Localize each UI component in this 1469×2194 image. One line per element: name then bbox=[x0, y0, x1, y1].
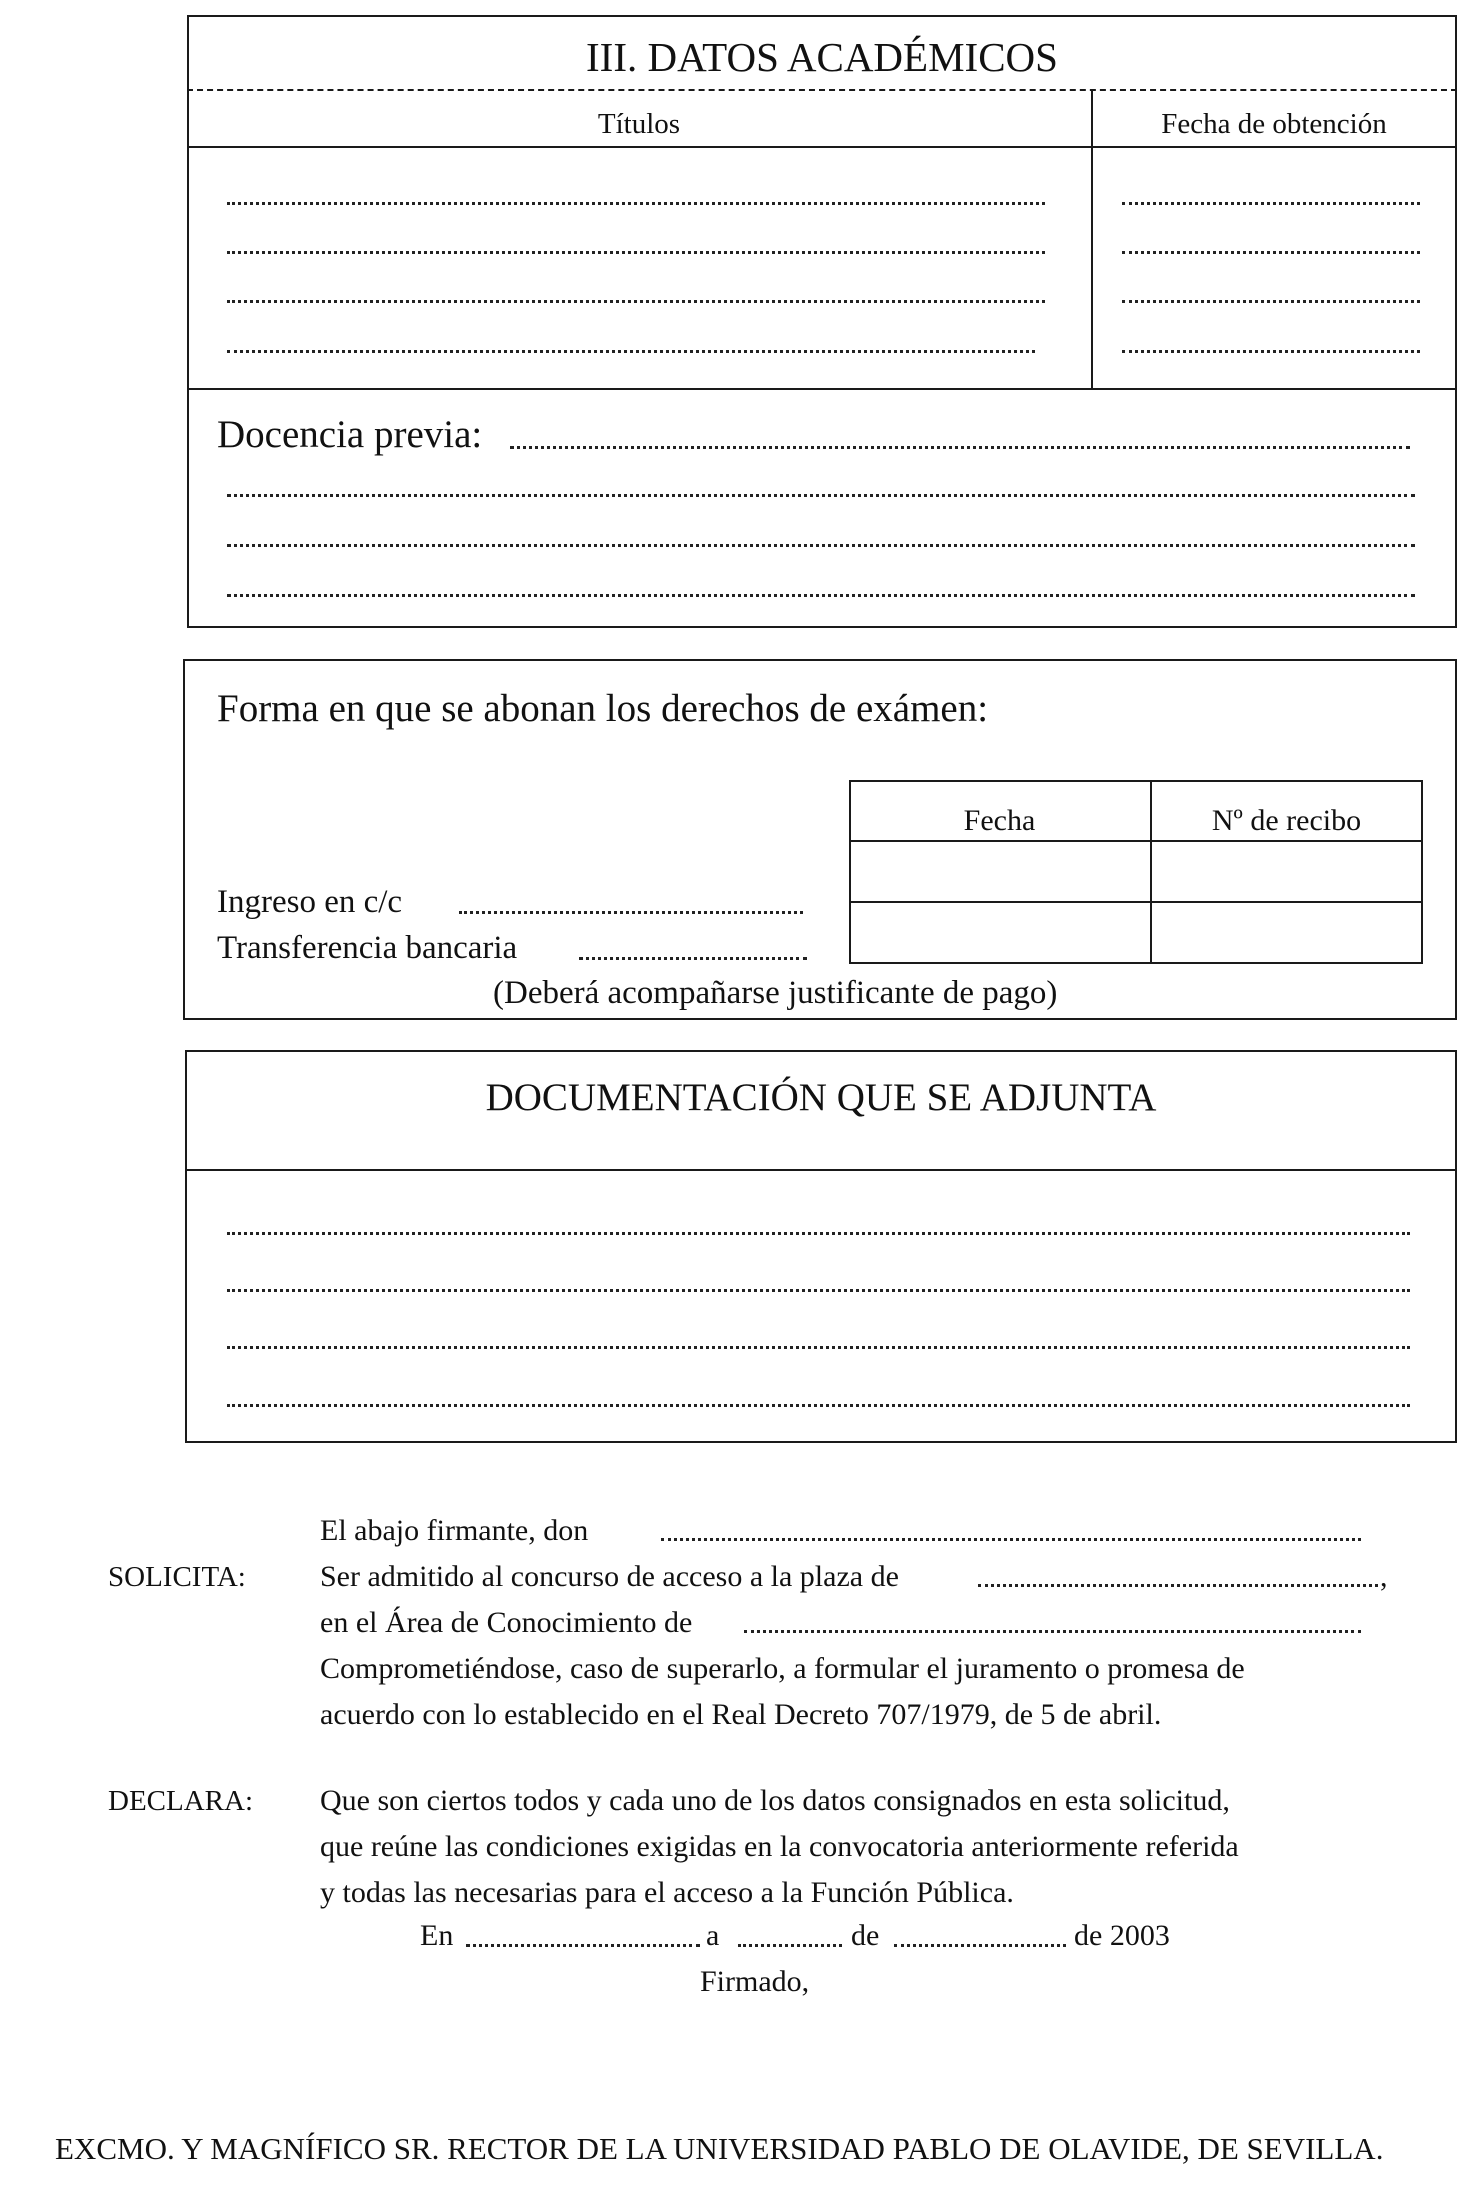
academic-section-title: III. DATOS ACADÉMICOS bbox=[586, 34, 1058, 80]
declara-line-3: y todas las necesarias para el acceso a la Función Pública. bbox=[320, 1876, 1014, 1909]
payment-date-header: Fecha bbox=[963, 804, 1036, 837]
payment-date-cell[interactable] bbox=[851, 903, 1148, 962]
declara-line-1: Que son ciertos todos y cada uno de los datos consignados en esta solicitud, bbox=[320, 1784, 1230, 1817]
declara-line-2: que reúne las condiciones exigidas en la convocatoria anteriormente referida bbox=[320, 1830, 1239, 1863]
transfer-option-line[interactable] bbox=[579, 957, 807, 960]
payment-receipt-header: Nº de recibo bbox=[1211, 804, 1362, 837]
place-year: de 2003 bbox=[1074, 1919, 1170, 1952]
payment-date-cell[interactable] bbox=[851, 842, 1148, 899]
position-line[interactable] bbox=[978, 1584, 1378, 1587]
document-entry-line[interactable] bbox=[227, 1289, 1410, 1292]
prior-teaching-line[interactable] bbox=[227, 494, 1415, 497]
place-prefix: En bbox=[420, 1919, 454, 1952]
solicita-line-1: Ser admitido al concurso de acceso a la plaza de bbox=[320, 1560, 899, 1593]
academic-column-divider bbox=[1091, 89, 1093, 390]
knowledge-area-line[interactable] bbox=[744, 1630, 1361, 1633]
titles-column-header: Títulos bbox=[597, 108, 681, 140]
date-column-header: Fecha de obtención bbox=[1161, 108, 1387, 140]
payment-section-title: Forma en que se abonan los derechos de exámen: bbox=[217, 687, 989, 730]
date-entry-line[interactable] bbox=[1122, 251, 1420, 254]
payment-note: (Deberá acompañarse justificante de pago) bbox=[493, 975, 1058, 1011]
title-entry-line[interactable] bbox=[227, 202, 1045, 205]
prior-teaching-line[interactable] bbox=[227, 544, 1415, 547]
deposit-option-line[interactable] bbox=[459, 911, 803, 914]
applicant-name-line[interactable] bbox=[661, 1538, 1361, 1541]
document-entry-line[interactable] bbox=[227, 1346, 1410, 1349]
academic-data-section bbox=[187, 15, 1457, 628]
applicant-intro: El abajo firmante, don bbox=[320, 1514, 589, 1547]
date-entry-line[interactable] bbox=[1122, 202, 1420, 205]
transfer-option-label: Transferencia bancaria bbox=[217, 930, 518, 966]
place-de: de bbox=[851, 1919, 880, 1952]
solicita-line-1-comma: , bbox=[1380, 1560, 1388, 1593]
payment-receipt-cell[interactable] bbox=[1152, 903, 1421, 962]
addressee-footer: EXCMO. Y MAGNÍFICO SR. RECTOR DE LA UNIVERSIDAD PABLO DE OLAVIDE, DE SEVILLA. bbox=[55, 2131, 1384, 2166]
date-entry-line[interactable] bbox=[1122, 300, 1420, 303]
day-line[interactable] bbox=[738, 1944, 842, 1947]
prior-teaching-label: Docencia previa: bbox=[217, 413, 483, 456]
academic-lower-divider bbox=[187, 388, 1457, 390]
signed-label: Firmado, bbox=[700, 1965, 810, 1998]
document-entry-line[interactable] bbox=[227, 1232, 1410, 1235]
academic-title-divider bbox=[187, 89, 1457, 91]
deposit-option-label: Ingreso en c/c bbox=[217, 884, 403, 920]
declara-label: DECLARA: bbox=[108, 1785, 253, 1817]
solicita-line-3: Comprometiéndose, caso de superarlo, a formular el juramento o promesa de bbox=[320, 1652, 1245, 1685]
payment-receipt-cell[interactable] bbox=[1152, 842, 1421, 899]
prior-teaching-line[interactable] bbox=[227, 594, 1415, 597]
academic-header-divider bbox=[187, 146, 1457, 148]
document-entry-line[interactable] bbox=[227, 1404, 1410, 1407]
solicita-line-2: en el Área de Conocimiento de bbox=[320, 1606, 693, 1639]
month-line[interactable] bbox=[894, 1944, 1066, 1947]
solicita-line-4: acuerdo con lo establecido en el Real Decreto 707/1979, de 5 de abril. bbox=[320, 1698, 1162, 1731]
date-entry-line[interactable] bbox=[1122, 350, 1420, 353]
place-line[interactable] bbox=[466, 1944, 700, 1947]
title-entry-line[interactable] bbox=[227, 251, 1045, 254]
solicita-label: SOLICITA: bbox=[108, 1561, 246, 1593]
title-entry-line[interactable] bbox=[227, 350, 1035, 353]
documents-title-divider bbox=[185, 1169, 1457, 1171]
place-a: a bbox=[706, 1919, 720, 1952]
title-entry-line[interactable] bbox=[227, 300, 1045, 303]
prior-teaching-line[interactable] bbox=[510, 446, 1410, 449]
documents-section-title: DOCUMENTACIÓN QUE SE ADJUNTA bbox=[485, 1076, 1157, 1119]
